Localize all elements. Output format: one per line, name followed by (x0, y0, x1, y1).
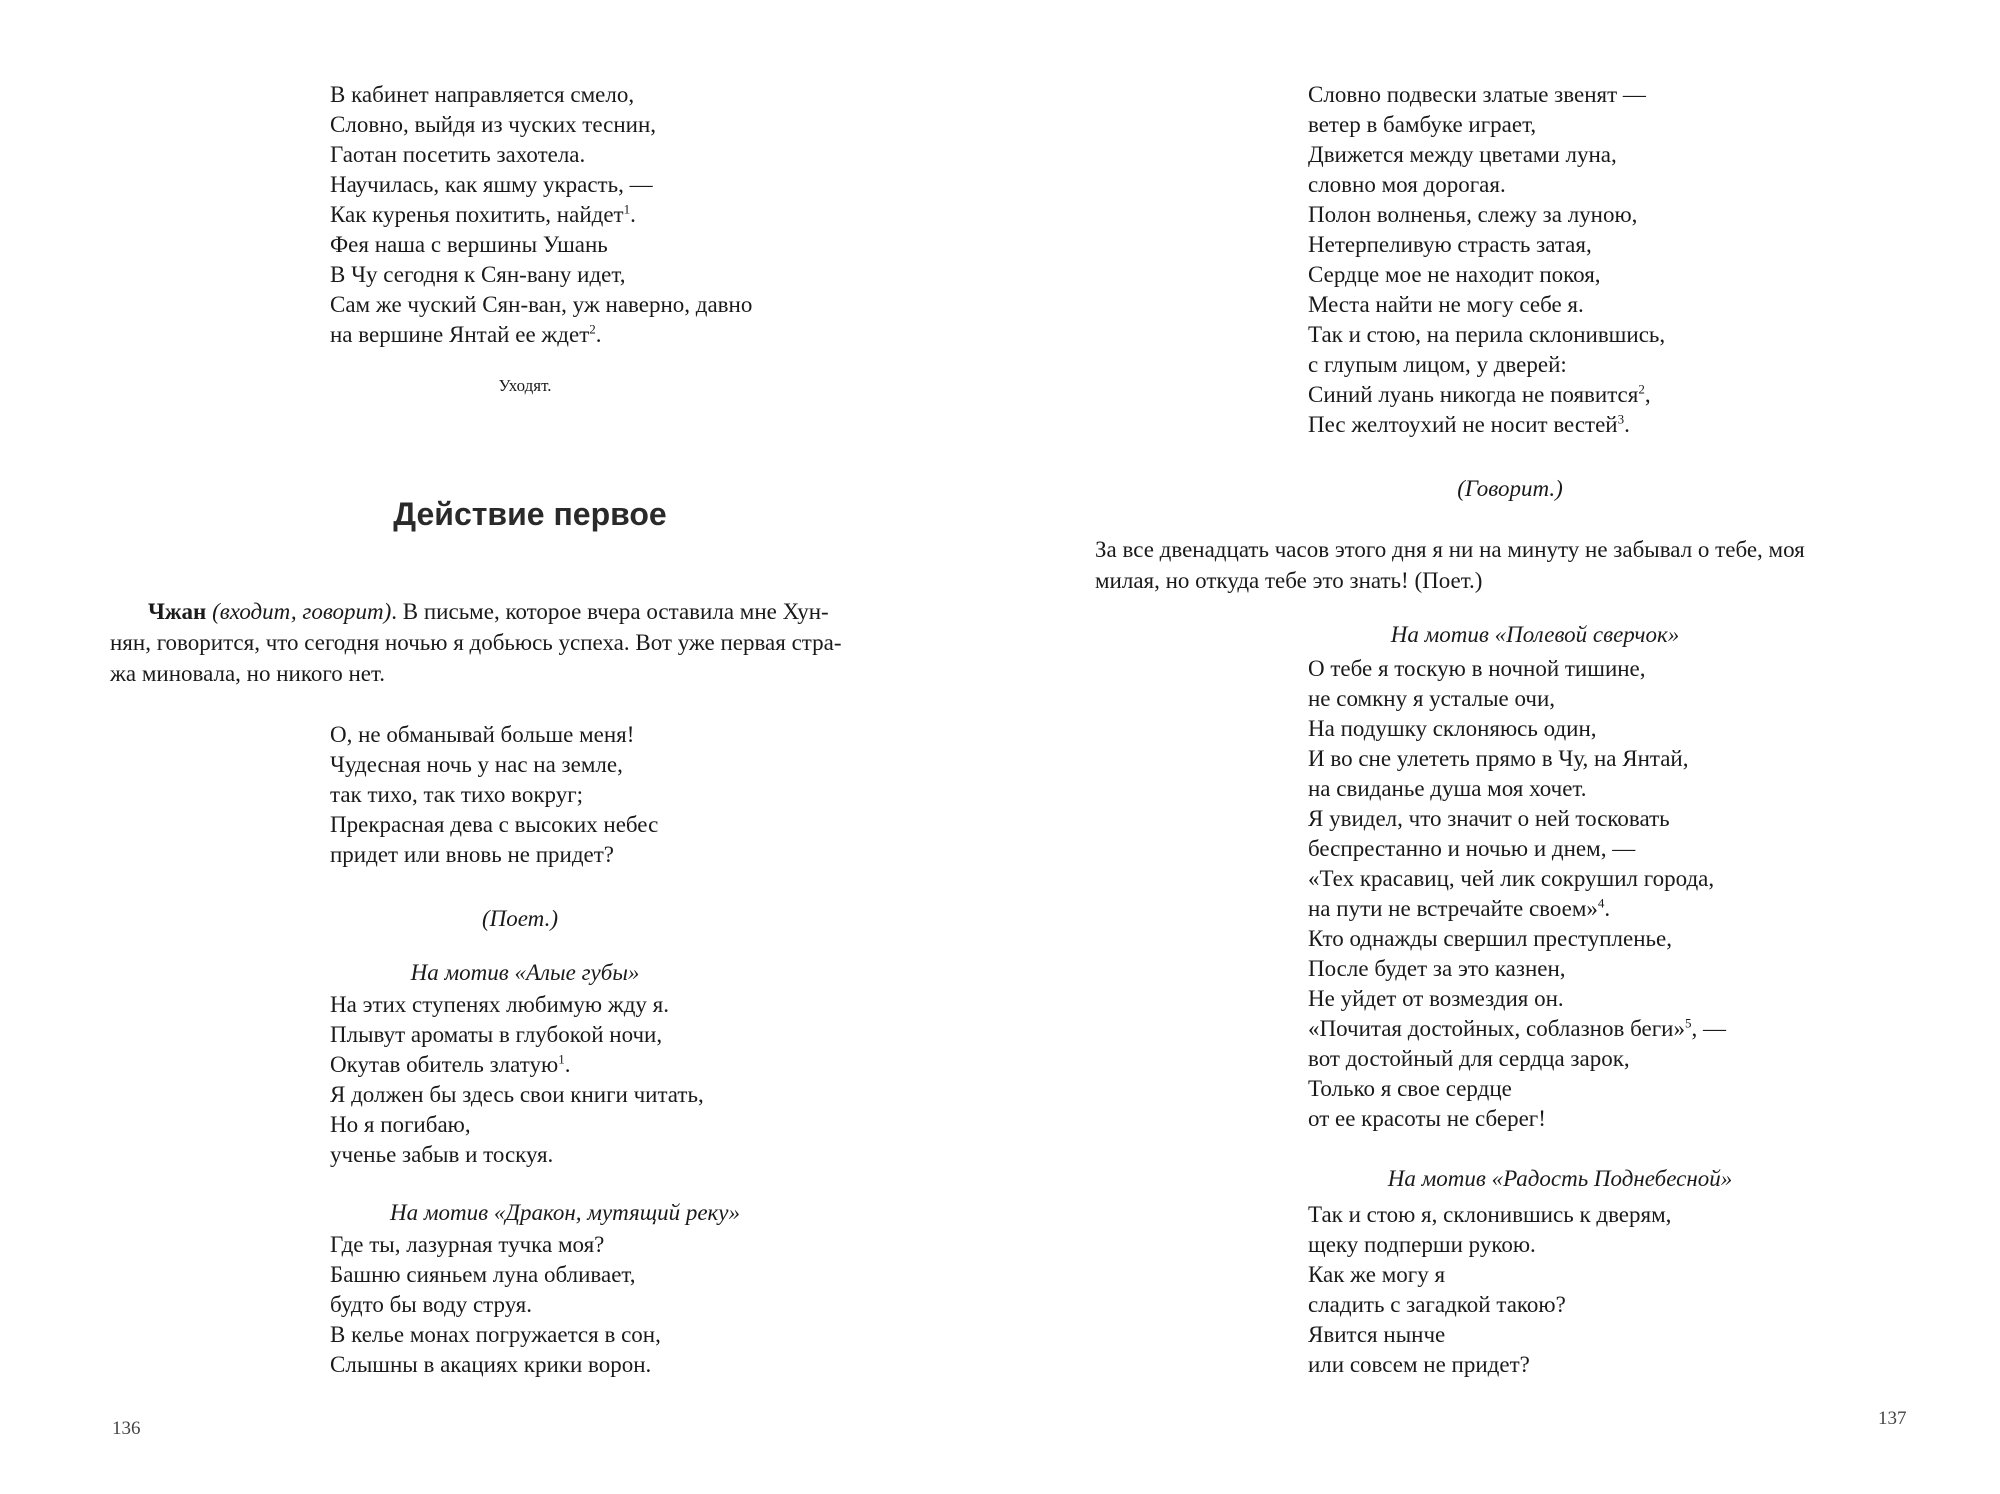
poem-line: Словно, выйдя из чуских теснин, (330, 112, 657, 137)
poem-line: В келье монах погружается в сон, (330, 1322, 661, 1347)
page-number: 137 (1878, 1408, 1907, 1429)
speech-line: Чжан (входит, говорит). В письме, которое вчера оставила мне Хун- (148, 599, 829, 624)
opening-poem (330, 80, 890, 360)
poem-line: не сомкну я усталые очи, (1308, 686, 1556, 711)
poem-line: Фея наша с вершины Ушань (330, 232, 608, 257)
poem-line: После будет за это казнен, (1308, 956, 1566, 981)
song-title: На мотив «Радость Поднебесной» (1387, 1166, 1733, 1191)
poem-line: Нетерпеливую страсть затая, (1308, 232, 1592, 257)
right-page (1000, 0, 2000, 1494)
poem-line: На этих ступенях любимую жду я. (330, 992, 669, 1017)
prose-line: За все двенадцать часов этого дня я ни на минуту не забывал о тебе, моя (1095, 537, 1805, 562)
poem-line: Синий луань никогда не появится$^2$, (1308, 381, 1651, 407)
poem-line: Окутав обитель златую$^1$. (330, 1051, 571, 1077)
poem-line: на пути не встречайте своем»$^4$. (1308, 895, 1611, 921)
poem-line: Как куренья похитить, найдет$^1$. (330, 201, 636, 227)
page-number: 136 (112, 1418, 141, 1439)
poem-line: Только я свое сердце (1308, 1076, 1512, 1101)
song-radost-podnebesnoy (1308, 1200, 1908, 1385)
song-title: На мотив «Полевой сверчок» (1390, 622, 1680, 647)
poem-line: Так и стою, на перила склонившись, (1308, 322, 1666, 347)
poem-line: Сердце мое не находит покоя, (1308, 262, 1601, 287)
poem-line: придет или вновь не придет? (330, 842, 614, 867)
poem-line: от ее красоты не сберег! (1308, 1106, 1546, 1131)
poem-line: Явится нынче (1308, 1322, 1446, 1347)
poem-line: щеку подперши рукою. (1308, 1232, 1536, 1257)
prose-paragraph (1095, 534, 1965, 604)
act-heading: Действие первое (393, 496, 667, 532)
poem-line: Словно подвески златые звенят — (1308, 82, 1646, 107)
poem-line: Места найти не могу себе я. (1308, 292, 1584, 317)
poem-line: Как же могу я (1308, 1262, 1446, 1287)
poem-line: Где ты, лазурная тучка моя? (330, 1232, 605, 1257)
poem-line: Научилась, как яшму украсть, — (330, 172, 653, 197)
footnote-ref: 1 (558, 1051, 565, 1067)
footnote-ref: 3 (1617, 411, 1625, 427)
song-polevoy-sverchok (1308, 654, 1908, 1139)
prose-line: милая, но откуда тебе это знать! (Поет.) (1095, 568, 1483, 593)
poem-line: Полон волненья, слежу за луною, (1308, 202, 1638, 227)
poem-line: Гаотан посетить захотела. (330, 142, 586, 167)
poem-line: Я увидел, что значит о ней тосковать (1308, 806, 1670, 831)
poem-line: Я должен бы здесь свои книги читать, (330, 1082, 704, 1107)
footnote-ref: 1 (623, 201, 631, 217)
song-title: На мотив «Алые губы» (410, 960, 640, 985)
poem-line: ветер в бамбуке играет, (1308, 112, 1537, 137)
poem-top (1308, 80, 1908, 445)
footnote-ref: 2 (1638, 381, 1645, 397)
poem-line: Кто однажды свершил преступленье, (1308, 926, 1673, 951)
poem-line: ученье забыв и тоскуя. (330, 1142, 554, 1167)
poem-line: или совсем не придет? (1308, 1352, 1530, 1377)
poem-line: Сам же чуский Сян-ван, уж наверно, давно (330, 292, 753, 317)
poem-line: Башню сияньем луна обливает, (330, 1262, 636, 1287)
poem-line: будто бы воду струя. (330, 1292, 532, 1317)
stage-direction-sings: (Поет.) (482, 906, 558, 931)
poem-line: «Тех красавиц, чей лик сокрушил города, (1308, 866, 1715, 891)
speaker-name: Чжан (148, 599, 207, 624)
speech-paragraph (110, 596, 950, 696)
poem-line: Так и стою я, склонившись к дверям, (1308, 1202, 1672, 1227)
poem-line: Плывут ароматы в глубокой ночи, (330, 1022, 663, 1047)
poem-line: Прекрасная дева с высоких небес (330, 812, 659, 837)
poem-line: вот достойный для сердца зарок, (1308, 1046, 1630, 1071)
poem-line: Движется между цветами луна, (1308, 142, 1617, 167)
footnote-ref: 5 (1684, 1015, 1692, 1031)
poem-line: И во сне улететь прямо в Чу, на Янтай, (1308, 746, 1689, 771)
poem-line: В Чу сегодня к Сян-вану идет, (330, 262, 626, 287)
song-title: На мотив «Дракон, мутящий реку» (389, 1200, 741, 1225)
stage-direction-says: (Говорит.) (1457, 476, 1563, 501)
poem-line: с глупым лицом, у дверей: (1308, 352, 1567, 377)
stage-direction-exit: Уходят. (498, 376, 552, 395)
poem-second (330, 720, 890, 875)
footnote-ref: 2 (589, 321, 596, 337)
song-drakon (330, 1230, 890, 1385)
poem-line: «Почитая достойных, соблазнов беги»$^5$, — (1308, 1015, 1726, 1041)
poem-line: Слышны в акациях крики ворон. (330, 1352, 652, 1377)
song-alye-guby (330, 990, 890, 1175)
poem-line: беспрестанно и ночью и днем, — (1308, 836, 1636, 861)
poem-line: Но я погибаю, (330, 1112, 471, 1137)
poem-line: О тебе я тоскую в ночной тишине, (1308, 656, 1646, 681)
poem-line: В кабинет направляется смело, (330, 82, 635, 107)
poem-line: Не уйдет от возмездия он. (1308, 986, 1564, 1011)
poem-line: сладить с загадкой такою? (1308, 1292, 1566, 1317)
poem-line: На подушку склоняюсь один, (1308, 716, 1597, 741)
poem-line: на вершине Янтай ее ждет$^2$. (330, 321, 602, 347)
poem-line: словно моя дорогая. (1308, 172, 1506, 197)
poem-line: так тихо, так тихо вокруг; (330, 782, 584, 807)
poem-line: Чудесная ночь у нас на земле, (330, 752, 623, 777)
footnote-ref: 4 (1597, 895, 1605, 911)
poem-line: Пес желтоухий не носит вестей$^3$. (1308, 411, 1630, 437)
poem-line: О, не обманывай больше меня! (330, 722, 635, 747)
stage-direction: (входит, говорит) (212, 599, 392, 624)
poem-line: на свиданье душа моя хочет. (1308, 776, 1587, 801)
speech-line: жа миновала, но никого нет. (110, 661, 386, 686)
speech-line: нян, говорится, что сегодня ночью я добьюсь успеха. Вот уже первая стра- (110, 630, 842, 655)
